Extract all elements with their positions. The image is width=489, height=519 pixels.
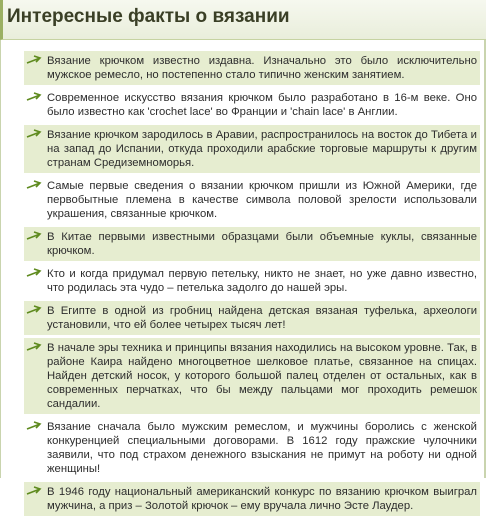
fact-text: Самые первые сведения о вязании крючком пришли из Южной Америки, где первобытные племена в качестве символа половой зрелости использовали украшения, связанные крючком.	[47, 180, 477, 220]
arrow-right-icon	[26, 268, 43, 277]
section-header	[0, 0, 486, 40]
fact-text: В Египте в одной из гробниц найдена детская вязаная туфелька, археологи установили, что ей более четырех тысяч лет!	[47, 305, 477, 331]
fact-text: Кто и когда придумал первую петельку, никто не знает, но уже давно известно, что родилась эта чудо – петелька задолго до нашей эры.	[47, 268, 477, 294]
list-item	[24, 176, 480, 224]
list-item	[24, 417, 480, 479]
list-item	[24, 88, 480, 122]
list-item	[24, 482, 480, 516]
arrow-right-icon	[26, 305, 43, 314]
facts-list	[24, 51, 480, 519]
list-item	[24, 338, 480, 414]
fact-text: Вязание крючком известно издавна. Изначально это было исключительно мужское ремесло, но постепенно стало типично женским занятием.	[47, 55, 477, 81]
list-item	[24, 125, 480, 173]
arrow-right-icon	[26, 55, 43, 64]
fact-text: Вязание крючком зародилось в Аравии, распространилось на восток до Тибета и на запад до Испании, откуда проходили арабские торговые маршруты к другим странам Средиземноморья.	[47, 129, 477, 169]
arrow-right-icon	[26, 231, 43, 240]
list-item	[24, 301, 480, 335]
list-item	[24, 51, 480, 85]
fact-text: В начале эры техника и принципы вязания находились на высоком уровне. Так, в районе Каира найдено многоцветное шелковое платье, связанное на спицах. Найден детский носок, у которого большой палец отделен от остальных, как в современных перчатках, что бы между пальцами мог проходить ремешок сандалии.	[47, 342, 477, 410]
fact-text: Вязание сначала было мужским ремеслом, и мужчины боролись с женской конкуренцией специальными договорами. В 1612 году пражские чулочники заявили, что под страхом денежного взыскания не примут на роботу ни одной женщины!	[47, 421, 477, 475]
list-item	[24, 227, 480, 261]
fact-text: Современное искусство вязания крючком было разработано в 16-м веке. Оно было известно как 'crochet lace' во Франции и 'chain lace' в Англии.	[47, 92, 477, 118]
arrow-right-icon	[26, 342, 43, 351]
fact-text: В Китае первыми известными образцами были объемные куклы, связанные крючком.	[47, 231, 477, 257]
arrow-right-icon	[26, 92, 43, 101]
arrow-right-icon	[26, 486, 43, 495]
arrow-right-icon	[26, 129, 43, 138]
arrow-right-icon	[26, 180, 43, 189]
fact-text: В 1946 году национальный американский конкурс по вязанию крючком выиграл мужчина, а приз – Золотой крючок – ему вручала лично Эсте Лаудер.	[47, 486, 477, 512]
list-item	[24, 264, 480, 298]
page-title: Интересные факты о вязании	[7, 6, 290, 27]
arrow-right-icon	[26, 421, 43, 430]
